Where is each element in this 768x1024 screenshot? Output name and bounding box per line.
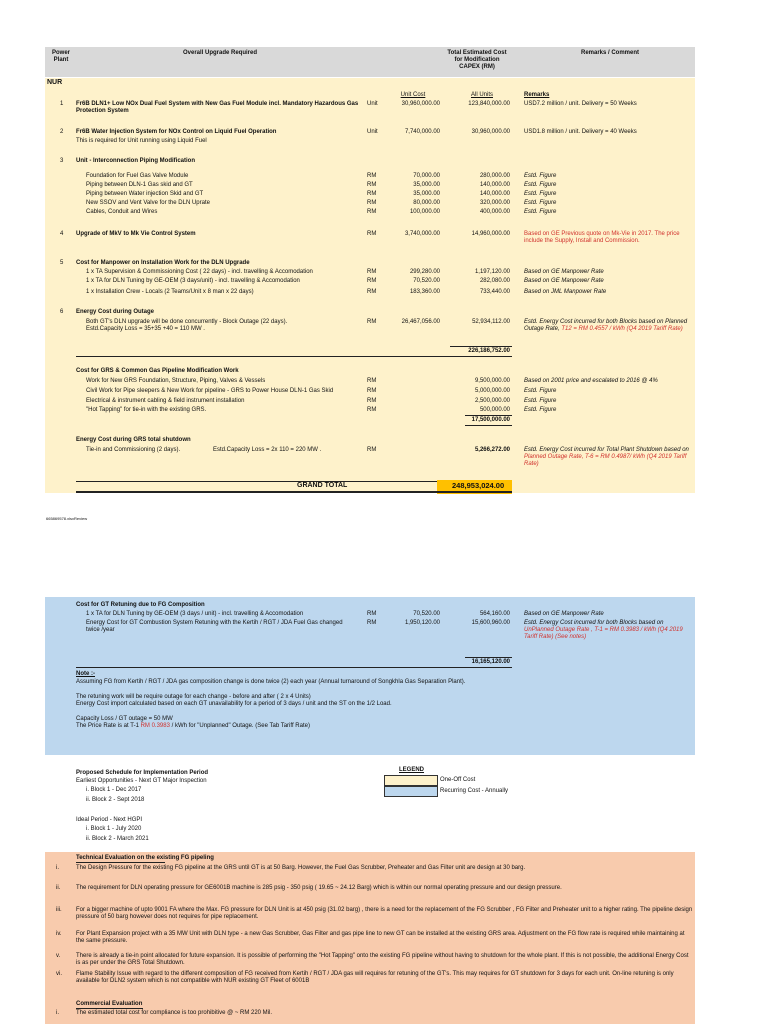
schedule-line: i. Block 1 - July 2020 (86, 826, 142, 832)
piping-row-unit: RM (367, 191, 377, 197)
tech-item-text: The requirement for DLN operating pressure for GE6001B machine is 285 psig - 350 psig ( 19.65 ~ 24.12 Barg) which is within our normal operating pressure and our design pressure. (76, 885, 562, 891)
grand-total-value: 248,953,024.00 (452, 481, 505, 490)
retune-row-unit: RM (367, 611, 377, 617)
manpower-row-all-units: 733,440.00 (479, 289, 510, 295)
legend-title: LEGEND (399, 767, 425, 773)
grs-row-remark: Based on 2001 price and escalated to 2016 @ 4% (524, 378, 658, 384)
grs-row-unit: RM (367, 378, 377, 384)
remark-part: Estd. Energy Cost incurred for Total Plant Shutdown based on (524, 447, 689, 453)
item-remark: USD1.8 million / unit. Delivery = 40 Weeks (524, 129, 637, 135)
item-number: 3 (60, 158, 64, 164)
commercial-title: Commercial Evaluation (76, 1001, 143, 1007)
piping-row-remark: Estd. Figure (524, 173, 557, 179)
note-line: Energy Cost import calculated based on each GT unavailability for a period of 3 days / unit and the ST on the 1/2 Load. (76, 701, 392, 707)
note-line: Assuming FG from Kertih / RGT / JDA gas composition change is done twice (2) each year (Annual turnaround of Songkhla Gas Separation Plant). (76, 679, 466, 685)
item-remark: USD7.2 million / unit. Delivery = 50 Weeks (524, 101, 637, 107)
legend-label-recurring: Recurring Cost - Annually (440, 788, 509, 794)
item-description: Upgrade of MkV to Mk Vie Control System (76, 231, 196, 237)
note-line: Capacity Loss / GT outage = 50 MW (76, 716, 173, 722)
remark-tariff: UnPlanned Outage Rate , T-1 = RM 0.3983 / kWh (Q4 2019 Tariff Rate) (See notes) (524, 627, 683, 640)
note-line (76, 723, 310, 730)
remark-tariff: T12 = RM 0.4557 / kWh (Q4 2019 Tariff Rate) (561, 326, 683, 332)
commercial-item-number: i. (56, 1010, 59, 1016)
grs-energy-capacity: Estd.Capacity Loss = 2x 110 = 220 MW . (213, 447, 322, 453)
manpower-row-desc: 1 x Installation Crew - Locals (2 Teams/Unit x 8 man x 22 days) (86, 289, 254, 295)
item-description: Energy Cost during Outage (76, 309, 155, 315)
grs-energy-desc: Tie-in and Commissioning (2 days). (86, 447, 181, 453)
item-number: 4 (60, 231, 64, 237)
item-sub-description: This is required for Unit running using Liquid Fuel (76, 138, 207, 144)
piping-row-unit-cost: 35,000.00 (413, 191, 440, 197)
item-description: Fr6B Water Injection System for NOx Control on Liquid Fuel Operation (76, 129, 277, 135)
grs-row-unit: RM (367, 398, 377, 404)
manpower-row-desc: 1 x TA Supervision & Commissioning Cost ( 22 days) - incl. travelling & Accomodation (86, 269, 313, 275)
grs-title: Cost for GRS & Common Gas Pipeline Modification Work (76, 368, 239, 374)
grs-energy-all-units: 5,266,272.00 (474, 447, 510, 453)
manpower-row-unit: RM (367, 269, 377, 275)
schedule-line: Earliest Opportunities - Next GT Major Inspection (76, 778, 207, 784)
legend-swatch-recurring (384, 786, 438, 797)
item-number: 2 (60, 129, 64, 135)
tech-item-text: Flame Stability Issue with regard to the different composition of FG received from Kertih / RGT / JDA gas will requires for retuning of the GT's. This may requires for GT shutdown for 3 days for each unit. On-line retuning is only available for DLN2 system which is not compatible with NUR existing GT Fleet of 6001B (76, 971, 674, 984)
manpower-row-remark: Based on GE Manpower Rate (524, 278, 604, 284)
retune-subtotal: 16,165,120.00 (471, 659, 510, 665)
item-sub-description: Both GT's DLN upgrade will be done concurrently - Block Outage (22 days). (86, 319, 288, 325)
subtotal-line (465, 657, 512, 658)
retune-row-desc: 1 x TA for DLN Tuning by GE-OEM (3 days / unit) - incl. travelling & Accomodation (86, 611, 304, 617)
grs-energy-title: Energy Cost during GRS total shutdown (76, 437, 191, 443)
commercial-title-underline (76, 1008, 143, 1009)
piping-row-all-units: 320,000.00 (479, 200, 510, 206)
piping-row-unit-cost: 80,000.00 (413, 200, 440, 206)
item-unit-cost: 26,467,056.00 (401, 319, 440, 325)
item-number: 5 (60, 260, 64, 266)
tech-item-text: The Design Pressure for the existing FG pipeline at the GRS until GT is at 50 Barg. However, the Fuel Gas Scrubber, Preheater and Gas Filter unit are design at 30 barg. (76, 865, 526, 871)
file-reference: 665869578.xlsxReview (46, 516, 88, 521)
piping-row-remark: Estd. Figure (524, 200, 557, 206)
grs-energy-unit: RM (367, 447, 377, 453)
retune-row-unit-cost: 70,520.00 (413, 611, 440, 617)
item-description: Cost for Manpower on Installation Work for the DLN Upgrade (76, 260, 250, 266)
schedule-title: Proposed Schedule for Implementation Period (76, 770, 209, 776)
grs-row-all-units: 2,500,000.00 (474, 398, 510, 404)
col-header-remarks: Remarks / Comment (580, 50, 640, 56)
piping-row-remark: Estd. Figure (524, 182, 557, 188)
legend-swatch-one-off (384, 775, 438, 786)
grs-energy-remark (524, 447, 694, 468)
tech-item-text: For Plant Expansion project with a 35 MW Unit with DLN type - a new Gas Scrubber, Gas Filter and gas pipe line to new GT can be installed at the existing GRS area. Adjustment on the FG flow rate is required while maintaining at the same pressure. (76, 931, 685, 944)
manpower-row-remark: Based on GE Manpower Rate (524, 269, 604, 275)
note-rate: RM 0.3983 (140, 723, 170, 729)
plant-label: NUR (47, 79, 63, 86)
subtotal-line (450, 346, 512, 347)
piping-row-unit-cost: 70,000.00 (413, 173, 440, 179)
item-unit: RM (367, 231, 377, 237)
tech-item-number: vi. (56, 971, 62, 977)
grand-total-bottom-line (76, 491, 512, 493)
manpower-row-remark: Based on JML Manpower Rate (524, 289, 607, 295)
remark-tariff: Planned Outage Rate, T-6 = RM 0.4987/ kWh (Q4 2019 Tariff Rate) (524, 454, 687, 467)
retune-row-all-units: 15,600,960.00 (471, 620, 510, 626)
item-all-units: 52,934,112.00 (472, 319, 510, 325)
item-description: Fr6B DLN1+ Low NOx Dual Fuel System with New Gas Fuel Module incl. Mandatory Hazardous Gas Protection System (76, 101, 359, 114)
manpower-row-unit-cost: 183,360.00 (409, 289, 440, 295)
subtotal-line (465, 415, 512, 416)
tech-title: Technical Evaluation on the existing FG pipeling (76, 855, 214, 861)
retune-row-remark (524, 620, 694, 641)
item-unit: Unit (367, 101, 378, 107)
remark-part: Estd. Energy Cost incurred for both Blocks based on (524, 620, 664, 626)
schedule-line: ii. Block 2 - Sept 2018 (86, 797, 145, 803)
grs-row-unit: RM (367, 388, 377, 394)
piping-row-unit: RM (367, 182, 377, 188)
all-units-header: All Units (470, 92, 493, 98)
piping-row-all-units: 280,000.00 (479, 173, 510, 179)
piping-row-desc: Piping between Water injection Skid and GT (86, 191, 204, 197)
item-all-units: 123,840,000.00 (468, 101, 510, 107)
piping-row-unit-cost: 100,000.00 (409, 209, 440, 215)
schedule-line: Ideal Period - Next HGPI (76, 817, 143, 823)
note-part: / kWh for "Unplanned" Outage. (See Tab Tariff Rate) (169, 723, 310, 729)
col-header-plant: Power Plant (51, 50, 70, 63)
piping-row-unit-cost: 35,000.00 (413, 182, 440, 188)
grs-row-desc: "Hot Tapping" for tie-in with the existing GRS. (86, 407, 207, 413)
item-unit: RM (367, 319, 377, 325)
manpower-row-desc: 1 x TA for DLN Tuning by GE-OEM (3 days/unit) - incl. travelling & Accomodation (86, 278, 300, 284)
item-unit-cost: 3,740,000.00 (404, 231, 440, 237)
grs-row-remark: Estd. Figure (524, 388, 557, 394)
note-part: The Price Rate is at T-1 (76, 723, 141, 729)
item-description: Unit - Interconnection Piping Modification (76, 158, 195, 164)
piping-row-desc: New SSOV and Vent Valve for the DLN Uprate (86, 200, 210, 206)
retune-title: Cost for GT Retuning due to FG Composition (76, 602, 205, 608)
retune-row-remark: Based on GE Manpower Rate (524, 611, 604, 617)
section-divider (76, 667, 512, 668)
note-title: Note :- (76, 671, 95, 677)
piping-row-desc: Foundation for Fuel Gas Valve Module (86, 173, 189, 179)
item-remark (524, 319, 694, 333)
commercial-item-text: The estimated total cost for compliance is too prohibitive @ ~ RM 220 Mil. (76, 1010, 273, 1016)
piping-row-desc: Cables, Conduit and Wires (86, 209, 158, 215)
item-all-units: 14,960,000.00 (471, 231, 510, 237)
note-line: The retuning work will be require outage for each change - before and after ( 2 x 4 Units) (76, 694, 311, 700)
item-unit-cost: 7,740,000.00 (404, 129, 440, 135)
retune-row-desc: Energy Cost for GT Combustion System Retuning with the Kertih / RGT / JDA Fuel Gas changed twice /year (86, 620, 343, 633)
manpower-row-unit: RM (367, 289, 377, 295)
manpower-row-all-units: 1,197,120.00 (474, 269, 510, 275)
piping-row-all-units: 140,000.00 (479, 182, 510, 188)
remarks-header: Remarks (524, 92, 550, 98)
grand-total-label: GRAND TOTAL (297, 482, 348, 489)
piping-row-remark: Estd. Figure (524, 191, 557, 197)
piping-row-all-units: 400,000.00 (479, 209, 510, 215)
item-number: 1 (60, 101, 64, 107)
col-header-upgrade: Overall Upgrade Required (182, 50, 258, 56)
unit-cost-header: Unit Cost (400, 92, 426, 98)
grs-row-remark: Estd. Figure (524, 407, 557, 413)
section-divider (76, 356, 512, 357)
manpower-row-unit-cost: 299,280.00 (409, 269, 440, 275)
retune-row-unit: RM (367, 620, 377, 626)
col-header-cost: Total Estimated Cost for Modification CAPEX (RM) (447, 50, 507, 70)
tech-item-text: There is already a tie-in point allocated for future expansion. It is possible of performing the "Hot Tapping" onto the existing FG pipeline without having to shutdown for the whole plant. If this is not possible, the additional Energy Cost is as per under the GRS Total Shutdown. (76, 953, 689, 966)
tech-item-number: iii. (56, 907, 62, 913)
legend-label-one-off: One-Off Cost (440, 777, 476, 783)
piping-row-unit: RM (367, 173, 377, 179)
item-remark: Based on GE Previous quote on Mk-Vie in 2017. The price include the Supply, Install and Commission. (524, 231, 680, 244)
item-all-units: 30,960,000.00 (471, 129, 510, 135)
grs-row-unit: RM (367, 407, 377, 413)
retune-row-all-units: 564,160.00 (479, 611, 510, 617)
item-unit-cost: 30,960,000.00 (401, 101, 440, 107)
item-sub-description-2: Estd.Capacity Loss = 35+35 +40 = 110 MW . (86, 326, 205, 332)
grs-row-all-units: 5,000,000.00 (474, 388, 510, 394)
grs-row-desc: Electrical & instrument cabling & field instrument installation (86, 398, 245, 404)
grs-row-all-units: 9,500,000.00 (474, 378, 510, 384)
grs-row-remark: Estd. Figure (524, 398, 557, 404)
grs-row-desc: Work for New GRS Foundation, Structure, Piping, Valves & Vessels (86, 378, 266, 384)
remark-part: Estd. Energy Cost incurred for both Blocks based on Planned Outage Rate, (524, 319, 688, 332)
tech-item-number: i. (56, 865, 59, 871)
grs-subtotal: 17,500,000.00 (471, 417, 510, 423)
piping-row-unit: RM (367, 200, 377, 206)
piping-row-desc: Piping between DLN-1 Gas skid and GT (86, 182, 193, 188)
tech-item-number: iv. (56, 931, 62, 937)
tech-title-underline (76, 862, 165, 863)
schedule-line: ii. Block 2 - March 2021 (86, 836, 149, 842)
tech-item-number: v. (56, 953, 61, 959)
piping-row-unit: RM (367, 209, 377, 215)
tech-item-number: ii. (56, 885, 61, 891)
grs-row-desc: Civil Work for Pipe sleepers & New Work for pipeline - GRS to Power House DLN-1 Gas Skid (86, 388, 334, 394)
subtotal-line (465, 425, 512, 426)
retune-row-unit-cost: 1,950,120.00 (404, 620, 440, 626)
manpower-row-unit: RM (367, 278, 377, 284)
schedule-line: i. Block 1 - Dec 2017 (86, 787, 142, 793)
grs-row-all-units: 500,000.00 (479, 407, 510, 413)
manpower-row-unit-cost: 70,520.00 (413, 278, 440, 284)
subtotal-upgrade: 226,186,752.00 (468, 348, 510, 354)
item-unit: Unit (367, 129, 378, 135)
piping-row-all-units: 140,000.00 (479, 191, 510, 197)
manpower-row-all-units: 282,080.00 (479, 278, 510, 284)
item-number: 6 (60, 309, 64, 315)
piping-row-remark: Estd. Figure (524, 209, 557, 215)
tech-item-text: For a bigger machine of upto 9001 FA where the Max. FG pressure for DLN Unit is at 450 psig (31.02 barg) , there is a need for the replacement of the FG Scrubber , FG Filter and Preheater unit to a higher rating. The pipeline design pressure of 50 barg however does not requires for pipe replacement. (76, 907, 693, 920)
